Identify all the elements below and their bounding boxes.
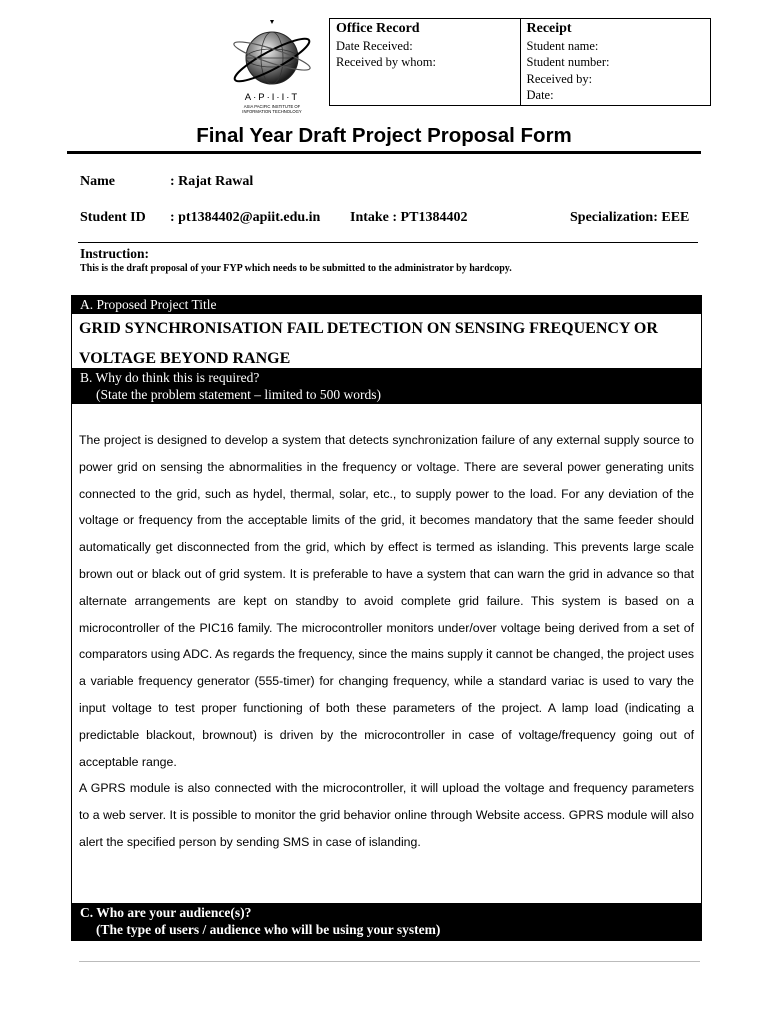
problem-paragraph: The project is designed to develop a system that detects synchronization failure of any external supply source to power grid on sensing the abnormalities in the frequency or voltage. There are several power generating units connected to the grid, such as hydel, thermal, solar, etc., to supply power to the load. For any deviation of the voltage or frequency from the acceptable limits of the grid, it becomes mandatory that the same feeder should automatically get disconnected from the grid, which by effect is termed as islanding. This prevents large scale brown out or black out of grid system. It is preferable to have a system that can warn the grid in advance so that alternate arrangements are kept on standby to avoid complete grid failure. This system is based on a microcontroller of the PIC16 family. The microcontroller monitors under/over voltage being derived from a set of comparators using ADC. As regards the frequency, since the mains supply it cannot be changed, the project uses a variable frequency generator (555-timer) for changing frequency, while a standard variac is used to vary the input voltage to test proper functioning of both these parameters of the project. A lamp load (indicating a predictable blackout, brownout) is driven by the microcontroller in case of voltage/frequency going out of acceptable range.: [79, 433, 694, 769]
student-id-label: Student ID: [80, 210, 146, 225]
office-record-line: Date Received:: [336, 38, 413, 53]
office-record-column: [330, 19, 520, 105]
section-a-header: [72, 296, 701, 314]
section-a-heading: A. Proposed Project Title: [80, 297, 217, 312]
apiit-logo: [226, 20, 318, 120]
form-title: Final Year Draft Project Proposal Form: [196, 124, 572, 147]
instruction-heading: Instruction:: [80, 246, 150, 261]
receipt-line: Student name:: [526, 38, 599, 53]
office-record-line: Received by whom:: [336, 55, 436, 70]
proposal-form: [71, 295, 702, 941]
office-record-table: [329, 18, 711, 106]
logo-subtitle: [226, 104, 318, 114]
instruction-divider: [78, 242, 698, 243]
section-b-header: [72, 368, 701, 404]
project-title: GRID SYNCHRONISATION FAIL DETECTION ON SENSING FREQUENCY OR VOLTAGE BEYOND RANGE: [79, 320, 658, 367]
specialization: Specialization: EEE: [570, 210, 690, 225]
logo-subtitle-line: ASIA PACIFIC INSTITUTE OF: [243, 104, 301, 109]
receipt-column: [520, 19, 711, 105]
name-value: : Rajat Rawal: [170, 174, 254, 189]
problem-statement: [79, 427, 694, 856]
intake: Intake : PT1384402: [350, 210, 468, 225]
receipt-heading: Receipt: [526, 21, 572, 36]
receipt-line: Received by:: [526, 71, 593, 86]
logo-subtitle-line: INFORMATION TECHNOLOGY: [242, 109, 302, 114]
globe-logo-icon: [226, 20, 318, 92]
office-record-heading: Office Record: [336, 21, 420, 36]
title-divider: [67, 151, 701, 154]
section-c-subheading: (The type of users / audience who will be using your system): [96, 922, 441, 937]
section-b-heading: B. Why do think this is required?: [80, 370, 260, 385]
instruction-text: This is the draft proposal of your FYP which needs to be submitted to the administrator by hardcopy.: [80, 263, 512, 274]
section-c-header: [72, 903, 701, 940]
receipt-line: Date:: [526, 88, 554, 103]
receipt-line: Student number:: [526, 55, 610, 70]
section-b-subheading: (State the problem statement – limited to 500 words): [96, 387, 381, 402]
page-footer-divider: [79, 961, 700, 962]
section-c-heading: C. Who are your audience(s)?: [80, 905, 252, 920]
logo-name: A·P·I·I·T: [244, 92, 300, 103]
name-label: Name: [80, 174, 115, 189]
student-id-value: : pt1384402@apiit.edu.in: [170, 210, 321, 225]
problem-paragraph: A GPRS module is also connected with the microcontroller, it will upload the voltage and frequency parameters to a web server. It is possible to monitor the grid behavior online through Website access. GPRS module will also alert the specified person by sending SMS in case of islanding.: [79, 781, 694, 849]
